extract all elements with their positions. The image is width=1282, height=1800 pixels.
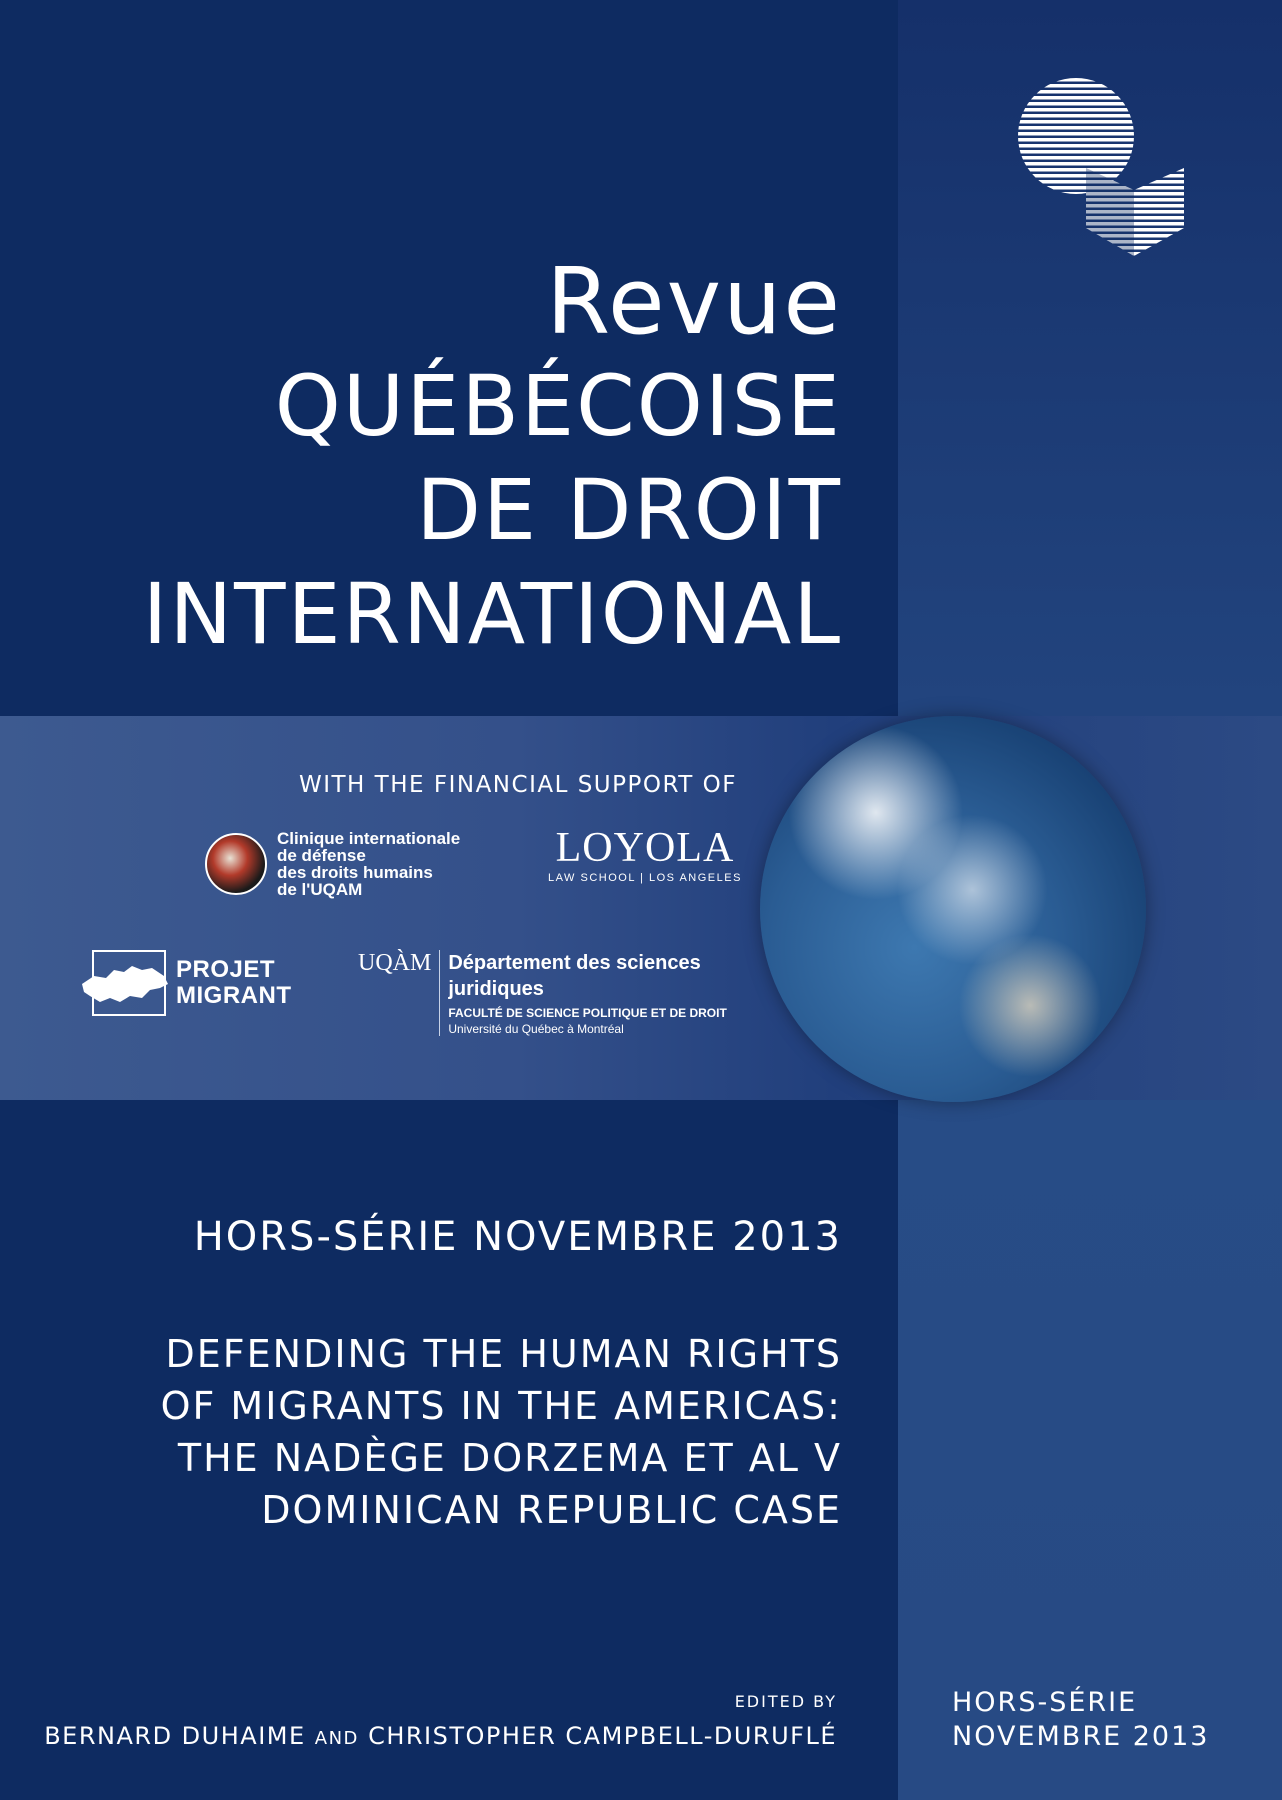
subtitle-line-2: OF MIGRANTS IN THE AMERICAS: [160,1384,842,1428]
journal-title [82,250,842,666]
edited-by-label: EDITED BY [734,1692,837,1711]
earth-globe-icon [760,716,1146,1102]
editors-line [44,1722,837,1750]
journal-title-line-3: DE DROIT [416,461,842,559]
uqam-details [448,950,726,1036]
projet-migrant-sponsor [92,950,291,1016]
issue-title: HORS-SÉRIE NOVEMBRE 2013 [193,1214,842,1260]
journal-logo-icon [1016,78,1188,258]
uqam-university: Université du Québec à Montréal [448,1022,624,1036]
projet-line-2: MIGRANT [176,982,292,1009]
clinique-line-3: des droits humains [277,863,433,882]
side-issue-label [952,1686,1209,1754]
loyola-name: LOYOLA [555,825,735,871]
loyola-subtitle: LAW SCHOOL | LOS ANGELES [548,872,742,884]
clinique-name [277,830,460,898]
uqam-sponsor [358,950,727,1036]
issue-subtitle [122,1328,842,1536]
clinique-line-1: Clinique internationale [277,829,461,848]
clinique-sponsor [205,830,460,898]
clinique-line-2: de défense [277,846,366,865]
subtitle-line-4: DOMINICAN REPUBLIC CASE [261,1488,842,1532]
uqam-department-line-2: juridiques [448,978,544,1000]
clinique-emblem-icon [205,833,267,895]
side-issue-line-1: HORS-SÉRIE [952,1687,1138,1718]
editors-conjunction: AND [314,1728,359,1749]
projet-migrant-frame [92,950,166,1016]
loyola-sponsor [548,826,742,884]
projet-migrant-name [176,957,291,1009]
subtitle-line-1: DEFENDING THE HUMAN RIGHTS [165,1332,842,1376]
journal-title-line-1: Revue [546,248,842,355]
uqam-logo: UQÀM [358,950,440,1036]
clinique-line-4: de l'UQAM [277,880,363,899]
sponsor-label: WITH THE FINANCIAL SUPPORT OF [298,772,737,798]
side-issue-line-2: NOVEMBRE 2013 [952,1721,1210,1752]
subtitle-line-3: THE NADÈGE DORZEMA ET AL V [177,1436,842,1480]
journal-title-line-4: INTERNATIONAL [142,565,842,663]
editor-second: CHRISTOPHER CAMPBELL-DURUFLÉ [368,1722,837,1750]
projet-line-1: PROJET [176,956,276,983]
editor-first: BERNARD DUHAIME [44,1722,306,1750]
uqam-faculty: FACULTÉ DE SCIENCE POLITIQUE ET DE DROIT [448,1006,727,1020]
uqam-department-line-1: Département des sciences [448,952,701,974]
journal-title-line-2: QUÉBÉCOISE [274,357,842,455]
hispaniola-map-icon [80,962,170,1008]
